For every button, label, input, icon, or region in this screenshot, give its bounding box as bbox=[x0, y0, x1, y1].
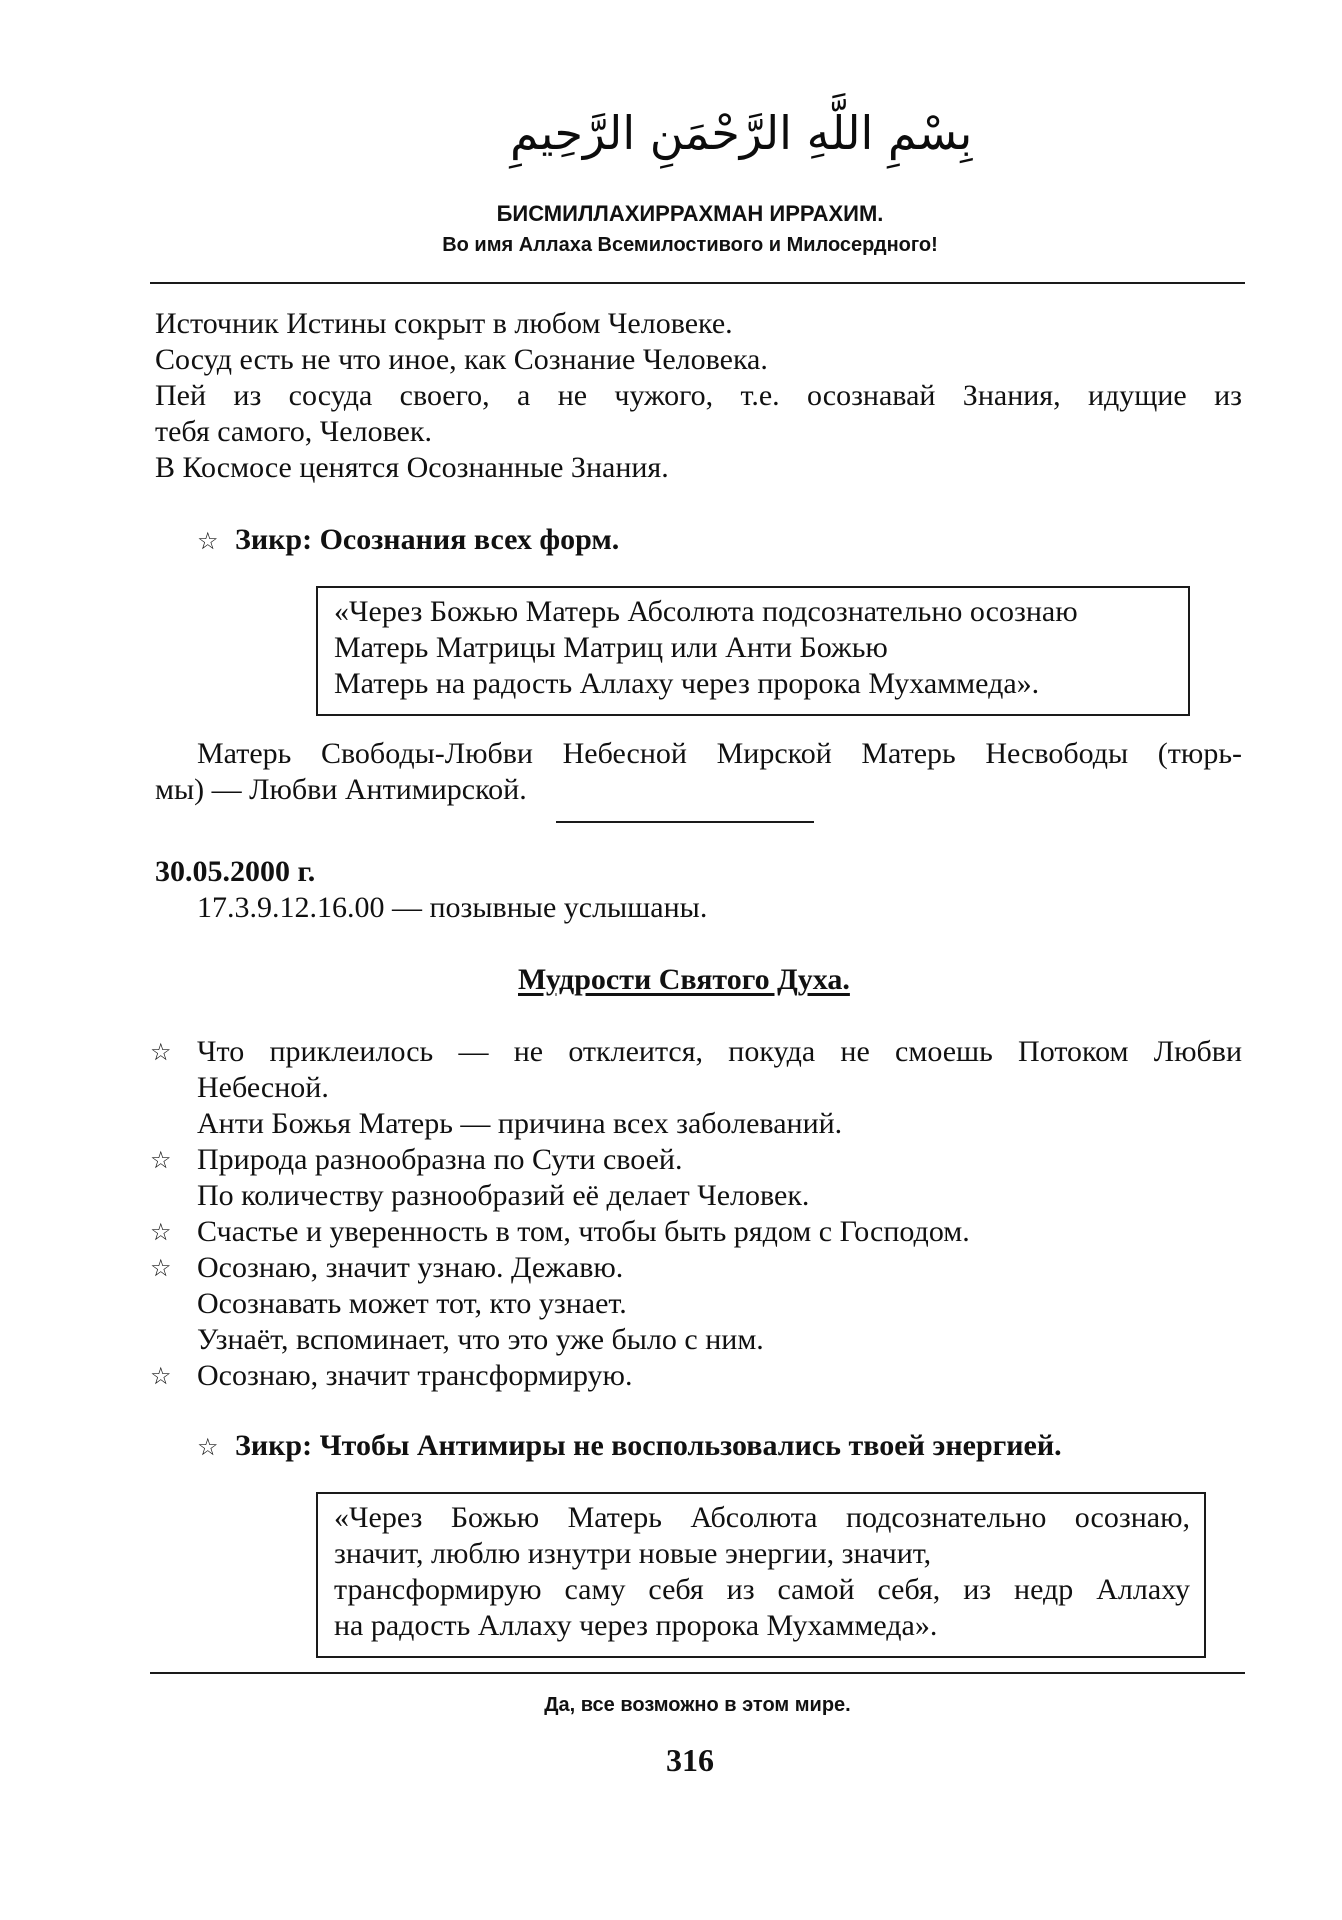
section-divider bbox=[556, 821, 814, 823]
wisdom-line: Узнаёт, вспоминает, что это уже было с ним. bbox=[197, 1323, 764, 1356]
zikr-line: Матерь на радость Аллаху через пророка Мухаммеда». bbox=[334, 667, 1040, 700]
page-number: 316 bbox=[666, 1742, 714, 1778]
section-title: Мудрости Святого Духа. bbox=[518, 963, 850, 996]
zikr-heading bbox=[197, 1428, 1062, 1465]
wisdom-line: Осознаю, значит узнаю. Дежавю. bbox=[197, 1251, 624, 1284]
zikr-heading bbox=[197, 522, 619, 559]
intro-line: Сосуд есть не что иное, как Сознание Человека. bbox=[155, 343, 768, 376]
wisdom-line: Счастье и уверенность в том, чтобы быть рядом с Господом. bbox=[197, 1215, 970, 1248]
bismillah-calligraphy: بِسْمِ اللَّهِ الرَّحْمَنِ الرَّحِيمِ bbox=[510, 106, 973, 160]
wisdom-line: По количеству разнообразий её делает Человек. bbox=[197, 1179, 810, 1212]
footer-divider bbox=[150, 1672, 1245, 1674]
zikr-box bbox=[316, 1492, 1206, 1658]
header-divider bbox=[150, 282, 1245, 284]
page-title: БИСМИЛЛАХИРРАХМАН ИРРАХИМ. bbox=[496, 201, 884, 226]
star-icon: ☆ bbox=[150, 1038, 172, 1066]
wisdom-line: Анти Божья Матерь — причина всех заболеваний. bbox=[197, 1107, 843, 1140]
zikr-line: Матерь Матрицы Матриц или Анти Божью bbox=[334, 631, 888, 664]
wisdom-line: Осознаю, значит трансформирую. bbox=[197, 1359, 633, 1392]
intro-line: В Космосе ценятся Осознанные Знания. bbox=[155, 451, 669, 484]
star-icon: ☆ bbox=[150, 1254, 172, 1282]
zikr-line: на радость Аллаху через пророка Мухаммеда». bbox=[334, 1609, 938, 1642]
paragraph-line: Матерь Свободы-Любви Небесной Мирской Матерь Несвободы (тюрь- bbox=[197, 737, 1242, 770]
paragraph-line: мы) — Любви Антимирской. bbox=[155, 773, 527, 806]
entry-callsign: 17.3.9.12.16.00 — позывные услышаны. bbox=[197, 891, 708, 924]
zikr-line: значит, люблю изнутри новые энергии, значит, bbox=[334, 1537, 932, 1570]
wisdom-line: Небесной. bbox=[197, 1071, 329, 1104]
zikr-box bbox=[316, 586, 1190, 716]
star-icon: ☆ bbox=[150, 1146, 172, 1174]
star-icon: ☆ bbox=[197, 527, 219, 555]
zikr-title: Зикр: Чтобы Антимиры не воспользовались твоей энергией. bbox=[235, 1429, 1062, 1462]
page-subtitle: Во имя Аллаха Всемилостивого и Милосердного! bbox=[442, 234, 938, 256]
intro-line: Пей из сосуда своего, а не чужого, т.е. осознавай Знания, идущие из bbox=[155, 379, 1242, 412]
zikr-line: трансформирую саму себя из самой себя, из недр Аллаху bbox=[334, 1573, 1190, 1606]
star-icon: ☆ bbox=[150, 1218, 172, 1246]
footer-motto: Да, все возможно в этом мире. bbox=[544, 1694, 851, 1716]
entry-date: 30.05.2000 г. bbox=[155, 855, 316, 888]
star-icon: ☆ bbox=[150, 1362, 172, 1390]
intro-line: тебя самого, Человек. bbox=[155, 415, 432, 448]
wisdom-line: Что приклеилось — не отклеится, покуда не смоешь Потоком Любви bbox=[197, 1035, 1242, 1068]
intro-line: Источник Истины сокрыт в любом Человеке. bbox=[155, 307, 733, 340]
star-icon: ☆ bbox=[197, 1433, 219, 1461]
zikr-title: Зикр: Осознания всех форм. bbox=[235, 523, 620, 556]
zikr-line: «Через Божью Матерь Абсолюта подсознательно осознаю, bbox=[334, 1501, 1190, 1534]
wisdom-line: Природа разнообразна по Сути своей. bbox=[197, 1143, 683, 1176]
wisdom-line: Осознавать может тот, кто узнает. bbox=[197, 1287, 627, 1320]
zikr-line: «Через Божью Матерь Абсолюта подсознательно осознаю bbox=[334, 595, 1078, 628]
